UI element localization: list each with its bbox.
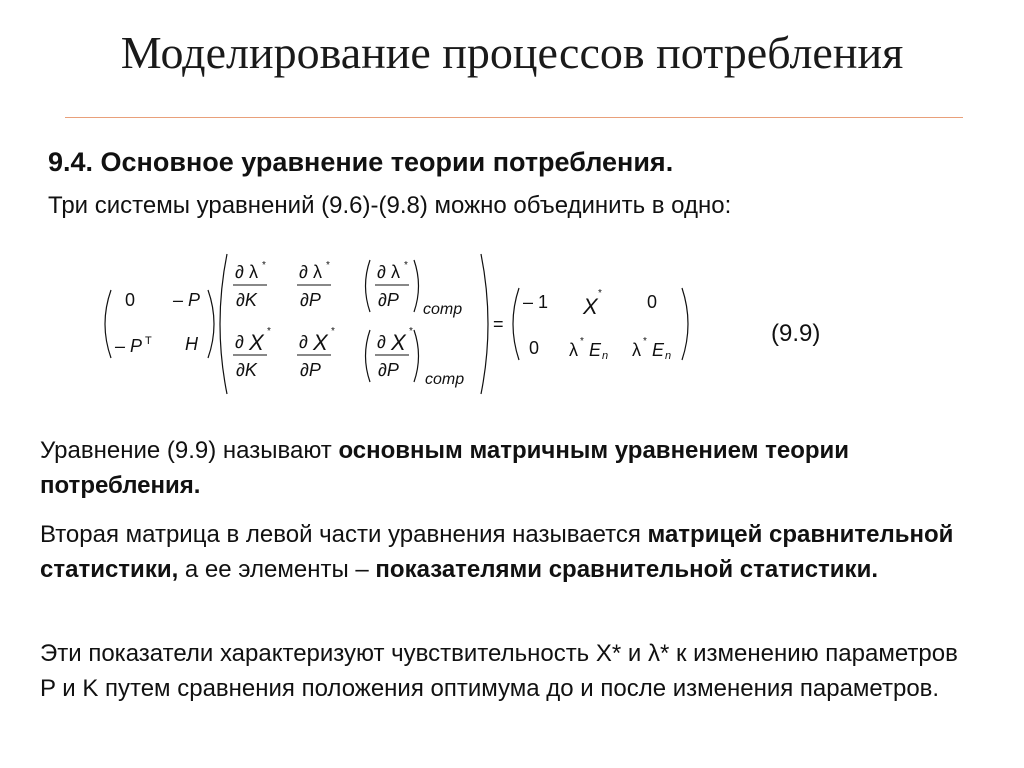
dlambda-dk-den: ∂K bbox=[236, 290, 257, 310]
p1-term: основным матричным уравнением теории потребления. bbox=[40, 437, 850, 499]
p2-term-matrix: матрицей сравнительной статистики, bbox=[40, 521, 954, 583]
p2-term-indicators: показателями сравнительной статистики. bbox=[375, 556, 878, 583]
comp-lambda-num-star: * bbox=[404, 260, 408, 271]
dlambda-dp-num-partial: ∂ bbox=[299, 262, 308, 282]
equals-sign: = bbox=[493, 314, 504, 334]
matrix-b-right-paren bbox=[481, 254, 488, 394]
matrix-c-r2c3-e: E bbox=[652, 340, 665, 360]
comp1-left-paren bbox=[366, 260, 371, 312]
dx-dk-num-x: X bbox=[249, 330, 264, 355]
matrix-a-r1c1: 0 bbox=[125, 290, 136, 310]
comp-lambda-num-partial: ∂ bbox=[377, 262, 386, 282]
matrix-c-left-paren bbox=[513, 288, 519, 360]
comp-lambda-den: ∂P bbox=[378, 290, 399, 310]
dlambda-dk-num-lambda: λ bbox=[249, 262, 258, 282]
title-divider bbox=[65, 117, 963, 118]
comp1-right-paren bbox=[414, 260, 419, 312]
dx-dp-den: ∂P bbox=[300, 360, 321, 380]
section-heading: 9.4. Основное уравнение теории потребления. bbox=[48, 147, 674, 177]
matrix-c-r2c2-sub: n bbox=[602, 350, 609, 362]
matrix-a-right-paren bbox=[208, 290, 214, 358]
comp-label-2: comp bbox=[425, 371, 465, 388]
matrix-c-r1c1: – 1 bbox=[523, 292, 549, 312]
equation-number: (9.9) bbox=[771, 320, 821, 347]
matrix-c-r2c2-lambda: λ bbox=[569, 340, 578, 360]
matrix-c-r1c2-star: * bbox=[598, 288, 602, 299]
matrix-c-r2c3-lambda: λ bbox=[632, 340, 641, 360]
matrix-b-left-paren bbox=[220, 254, 227, 394]
paragraph-comparative-statics bbox=[40, 517, 980, 587]
paragraph-main-equation bbox=[40, 433, 980, 503]
comp-x-num-x: X bbox=[391, 330, 406, 355]
p1-text: Уравнение (9.9) называют bbox=[40, 437, 339, 464]
matrix-c-r2c3-star: * bbox=[643, 336, 647, 347]
comp-x-num-star: * bbox=[409, 326, 413, 337]
dx-dp-num-star: * bbox=[331, 326, 335, 337]
matrix-c-r2c3-sub: n bbox=[665, 350, 672, 362]
intro-text: Три системы уравнений (9.6)-(9.8) можно объединить в одно: bbox=[48, 192, 732, 219]
matrix-equation bbox=[95, 248, 735, 398]
matrix-c-r1c3: 0 bbox=[647, 292, 658, 312]
matrix-c-r2c2-e: E bbox=[589, 340, 602, 360]
matrix-c-r2c2-star: * bbox=[580, 336, 584, 347]
matrix-c-r1c2: X bbox=[583, 294, 598, 319]
p2-text-a: Вторая матрица в левой части уравнения называется bbox=[40, 521, 648, 548]
comp-lambda-num-lambda: λ bbox=[391, 262, 400, 282]
comp2-right-paren bbox=[414, 330, 419, 382]
p2-text-c: а ее элементы – bbox=[178, 556, 376, 583]
matrix-a-r2c2: H bbox=[185, 334, 198, 354]
comp-x-den: ∂P bbox=[378, 360, 399, 380]
dlambda-dp-den: ∂P bbox=[300, 290, 321, 310]
matrix-a-r1c2: – P bbox=[173, 290, 201, 310]
matrix-a-r2c1-sup: T bbox=[145, 335, 152, 347]
dx-dp-num-partial: ∂ bbox=[299, 332, 308, 352]
dlambda-dp-num-star: * bbox=[326, 260, 330, 271]
dx-dk-den: ∂K bbox=[236, 360, 257, 380]
comp-label-1: comp bbox=[423, 301, 463, 318]
matrix-c-r2c1: 0 bbox=[529, 338, 540, 358]
comp-x-num-partial: ∂ bbox=[377, 332, 386, 352]
dlambda-dk-num-partial: ∂ bbox=[235, 262, 244, 282]
paragraph-sensitivity: Эти показатели характеризуют чувствительность X* и λ* к изменению параметров P и K путем сравнения положения оптимума до и после изменения параметров. bbox=[40, 640, 958, 702]
dx-dk-num-star: * bbox=[267, 326, 271, 337]
matrix-c-right-paren bbox=[682, 288, 688, 360]
slide-title: Моделирование процессов потребления bbox=[120, 27, 904, 78]
dlambda-dp-num-lambda: λ bbox=[313, 262, 322, 282]
comp2-left-paren bbox=[366, 330, 371, 382]
matrix-a-left-paren bbox=[105, 290, 111, 358]
dx-dp-num-x: X bbox=[313, 330, 328, 355]
dx-dk-num-partial: ∂ bbox=[235, 332, 244, 352]
matrix-a-r2c1: – P bbox=[115, 336, 143, 356]
dlambda-dk-num-star: * bbox=[262, 260, 266, 271]
